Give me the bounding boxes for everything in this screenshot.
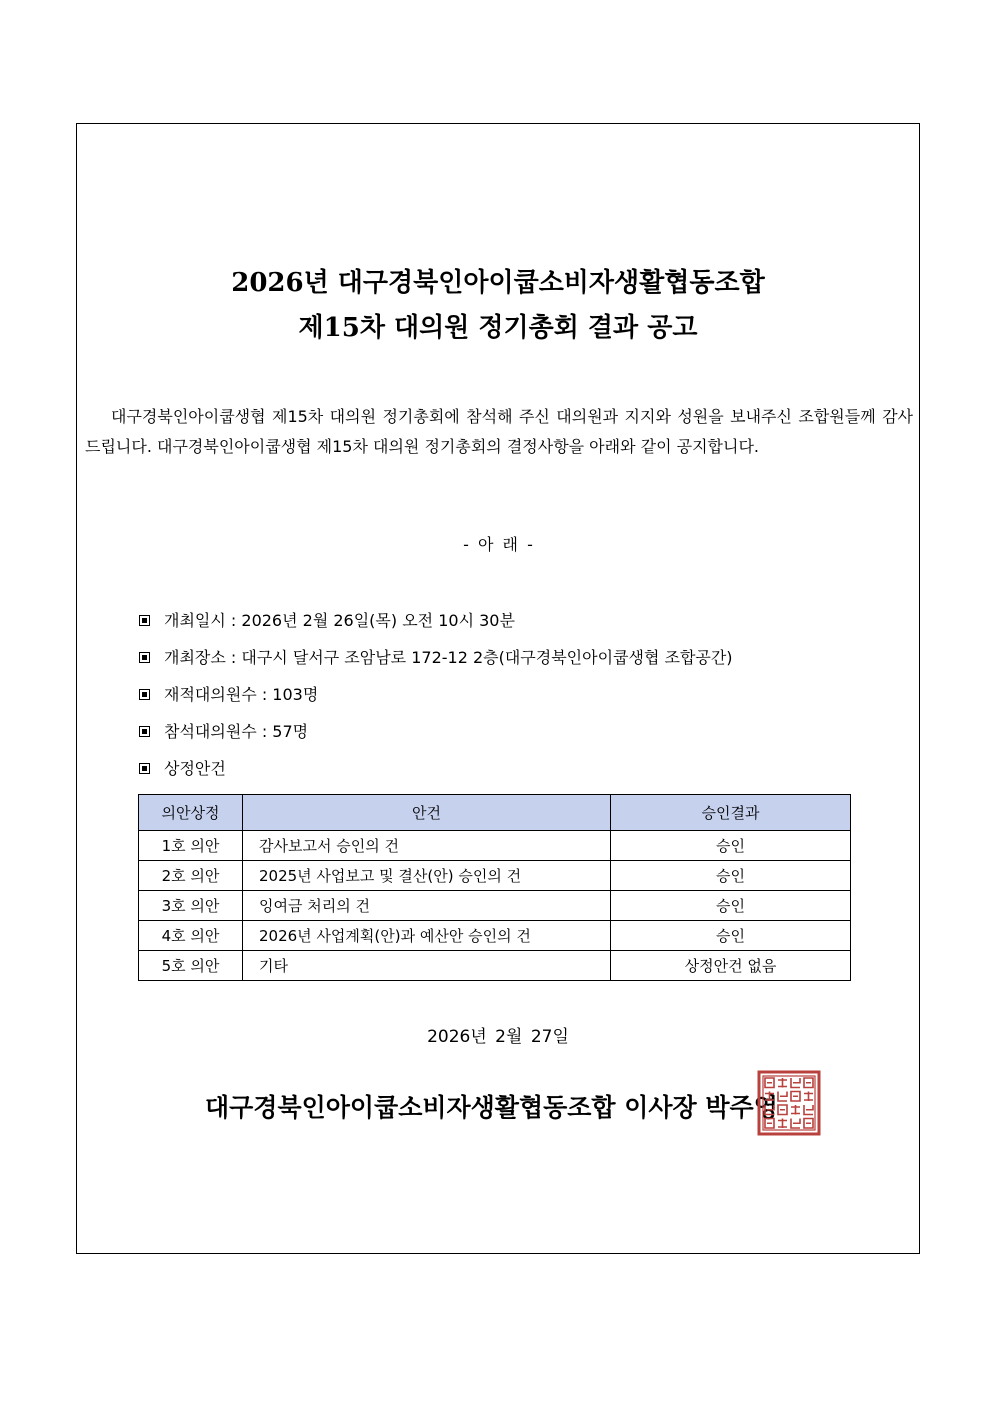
table-cell: 잉여금 처리의 건 (243, 891, 611, 921)
table-row (139, 861, 851, 891)
table-cell: 승인 (611, 891, 851, 921)
square-bullet-icon (139, 726, 150, 737)
table-cell: 3호 의안 (139, 891, 243, 921)
table-cell: 승인 (611, 861, 851, 891)
column-header: 안건 (243, 795, 611, 831)
table-cell: 5호 의안 (139, 951, 243, 981)
arae-label: - 아 래 - (463, 535, 533, 554)
info-item-text: 개최일시 : 2026년 2월 26일(목) 오전 10시 30분 (164, 611, 515, 630)
info-item-text: 재적대의원수 : 103명 (164, 685, 319, 704)
table-cell: 승인 (611, 831, 851, 861)
table-cell: 2026년 사업계획(안)과 예산안 승인의 건 (243, 921, 611, 951)
table-cell: 상정안건 없음 (611, 951, 851, 981)
table-row (139, 831, 851, 861)
square-bullet-icon (139, 615, 150, 626)
info-item-venue (139, 645, 733, 682)
notice-date: 2026년 2월 27일 (427, 1027, 569, 1047)
title-line-1: 2026년 대구경북인아이쿱소비자생활협동조합 (231, 268, 765, 298)
info-item-attended (139, 719, 733, 756)
table-cell: 기타 (243, 951, 611, 981)
info-item-text: 참석대의원수 : 57명 (164, 722, 309, 741)
title-line-2: 제15차 대의원 정기총회 결과 공고 (298, 313, 698, 343)
square-bullet-icon (139, 652, 150, 663)
table-row (139, 891, 851, 921)
info-item-datetime (139, 608, 733, 645)
info-item-text: 개최장소 : 대구시 달서구 조암남로 172-12 2층(대구경북인아이쿱생협 조합공간) (164, 648, 733, 667)
intro-paragraph: 대구경북인아이쿱생협 제15차 대의원 정기총회에 참석해 주신 대의원과 지지와 성원을 보내주신 조합원들께 감사드립니다. 대구경북인아이쿱생협 제15차 대의원 정기총회의 결정사항을 아래와 같이 공지합니다. (85, 407, 913, 456)
info-item-text: 상정안건 (164, 759, 226, 778)
table-cell: 감사보고서 승인의 건 (243, 831, 611, 861)
notice-frame (76, 123, 920, 1254)
table-cell: 1호 의안 (139, 831, 243, 861)
table-cell: 2025년 사업보고 및 결산(안) 승인의 건 (243, 861, 611, 891)
square-bullet-icon (139, 763, 150, 774)
table-header-row (139, 795, 851, 831)
table-cell: 4호 의안 (139, 921, 243, 951)
info-list (139, 608, 733, 793)
agenda-table (138, 794, 851, 981)
info-item-registered (139, 682, 733, 719)
column-header: 승인결과 (611, 795, 851, 831)
signer-name: 대구경북인아이쿱소비자생활협동조합 이사장 박주영 (205, 1093, 778, 1122)
info-item-agenda (139, 756, 733, 793)
square-bullet-icon (139, 689, 150, 700)
official-seal-icon (757, 1070, 821, 1136)
table-cell: 승인 (611, 921, 851, 951)
table-row (139, 921, 851, 951)
table-row (139, 951, 851, 981)
column-header: 의안상정 (139, 795, 243, 831)
table-cell: 2호 의안 (139, 861, 243, 891)
